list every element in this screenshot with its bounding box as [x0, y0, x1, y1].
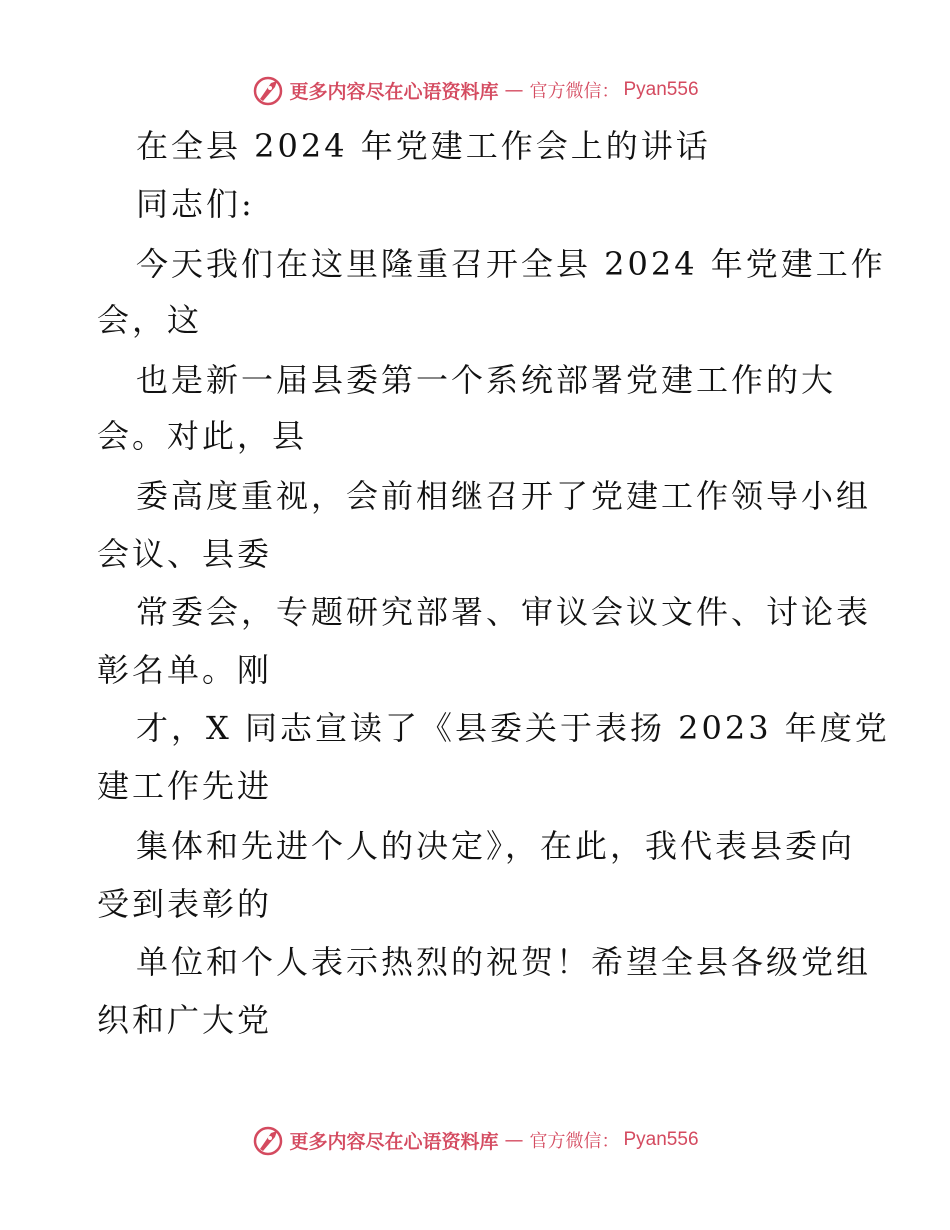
banner-wechat-label: 官方微信： [529, 81, 620, 102]
paragraph-line: 织和广大党 [97, 1001, 273, 1039]
banner-wechat-id: Pyan556 [623, 79, 699, 100]
banner-wechat-label: 官方微信： [529, 1131, 620, 1152]
paragraph-line: 受到表彰的 [97, 885, 273, 923]
footer-banner [0, 1120, 950, 1160]
paragraph-line: 才，X 同志宣读了《县委关于表扬 2023 年度党 [136, 709, 890, 747]
banner-slogan: 更多内容尽在心语资料库 [289, 80, 499, 103]
paragraph-line: 今天我们在这里隆重召开全县 2024 年党建工作 [136, 245, 886, 283]
paragraph-line: 集体和先进个人的决定》，在此，我代表县委向 [136, 827, 856, 865]
paragraph-line: 建工作先进 [97, 767, 273, 805]
paragraph-line: 常委会，专题研究部署、审议会议文件、讨论表 [136, 593, 872, 631]
paragraph-line: 也是新一届县委第一个系统部署党建工作的大 [136, 361, 837, 399]
paragraph-line: 会。对此，县 [97, 417, 308, 455]
header-banner [0, 70, 950, 110]
banner-wechat-id: Pyan556 [623, 1129, 699, 1150]
paragraph-line: 会，这 [97, 301, 203, 339]
paragraph-line: 单位和个人表示热烈的祝贺！希望全县各级党组 [136, 943, 872, 981]
banner-dash: — [504, 1129, 524, 1151]
banner-slogan: 更多内容尽在心语资料库 [289, 1130, 499, 1153]
document-title: 在全县 2024 年党建工作会上的讲话 [136, 127, 711, 165]
banner-dash: — [504, 79, 524, 101]
paragraph-line: 彰名单。刚 [97, 651, 273, 689]
salutation: 同志们: [136, 185, 255, 223]
paragraph-line: 会议、县委 [97, 535, 273, 573]
paragraph-line: 委高度重视，会前相继召开了党建工作领导小组 [136, 477, 872, 515]
pen-nib-logo-icon [251, 73, 285, 107]
pen-nib-logo-icon [251, 1123, 285, 1157]
